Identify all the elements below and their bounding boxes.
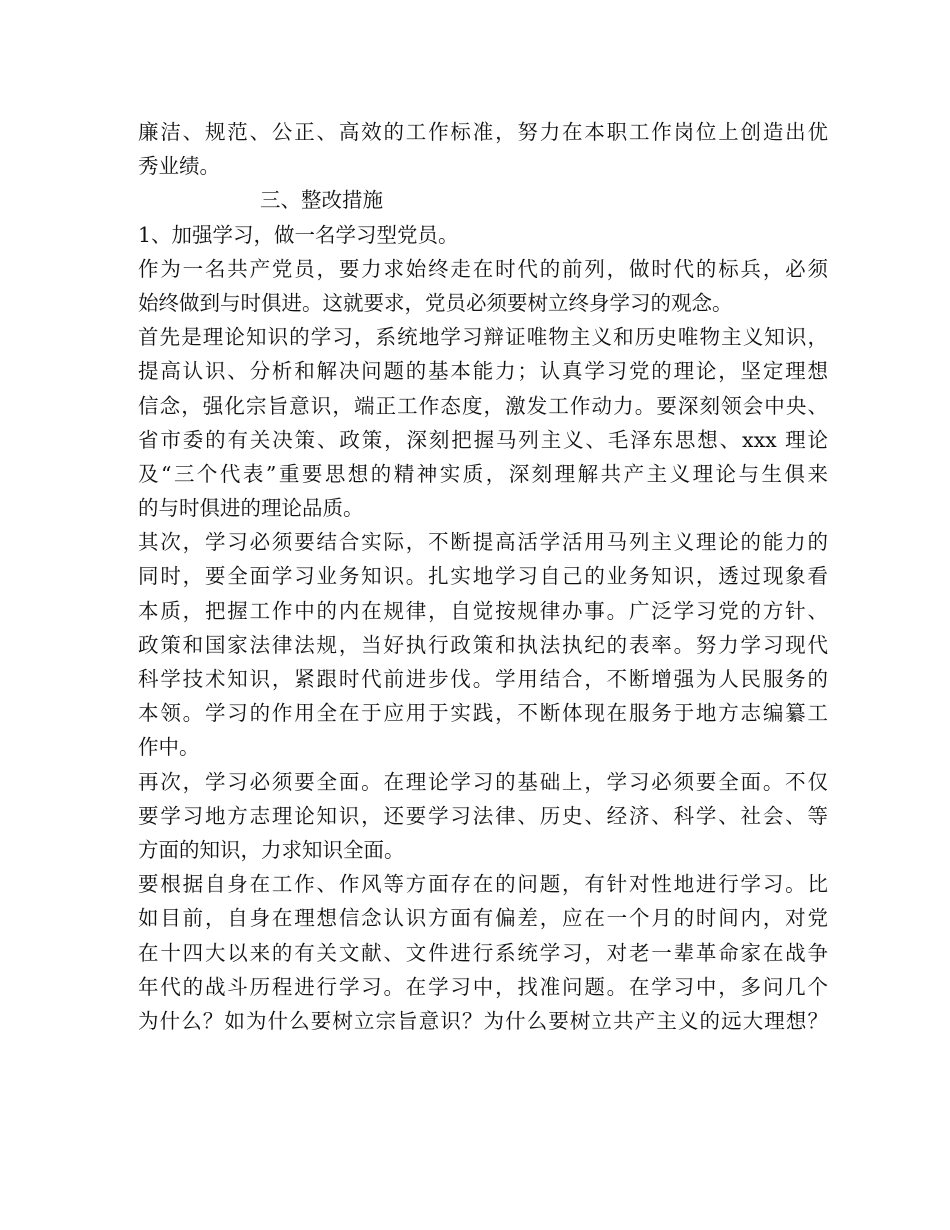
text-line: 年代的战斗历程进行学习。在学习中，找准问题。在学习中，多问几个	[138, 974, 828, 999]
text-line: 其次，学习必须要结合实际，不断提高活学活用马列主义理论的能力的	[138, 530, 828, 555]
text-line: 作为一名共产党员，要力求始终走在时代的前列，做时代的标兵，必须	[138, 256, 828, 281]
subheading-text: 1、加强学习，做一名学习型党员。	[138, 222, 459, 247]
paragraph-theory-study	[138, 320, 828, 525]
text-line: 本质，把握工作中的内在规律，自觉按规律办事。广泛学习党的方针、	[138, 598, 828, 623]
text-line: 如目前，自身在理想信念认识方面有偏差，应在一个月的时间内，对党	[138, 906, 828, 931]
paragraph-intro-continuation	[138, 115, 828, 183]
section-heading	[138, 183, 828, 217]
text-line: 为什么？如为什么要树立宗旨意识？为什么要树立共产主义的远大理想？	[138, 1008, 828, 1033]
text-line: 秀业绩。	[138, 154, 220, 179]
text-line: 信念，强化宗旨意识，端正工作态度，激发工作动力。要深刻领会中央、	[138, 393, 828, 418]
section-heading-text: 三、整改措施	[260, 188, 383, 213]
paragraph-comprehensive-study	[138, 765, 828, 868]
text-line: 及“三个代表”重要思想的精神实质，深刻理解共产主义理论与生俱来	[138, 461, 828, 486]
paragraph-targeted-study	[138, 867, 828, 1038]
text-line: 同时，要全面学习业务知识。扎实地学习自己的业务知识，透过现象看	[138, 564, 828, 589]
text-line: 方面的知识，力求知识全面。	[138, 837, 405, 862]
text-line: 提高认识、分析和解决问题的基本能力；认真学习党的理论，坚定理想	[138, 359, 828, 384]
paragraph-party-member	[138, 252, 828, 320]
text-line: 要根据自身在工作、作风等方面存在的问题，有针对性地进行学习。比	[138, 872, 828, 897]
text-line: 首先是理论知识的学习，系统地学习辩证唯物主义和历史唯物主义知识，	[138, 325, 828, 350]
text-line: 科学技术知识，紧跟时代前进步伐。学用结合，不断增强为人民服务的	[138, 667, 828, 691]
text-line: 本领。学习的作用全在于应用于实践，不断体现在服务于地方志编纂工	[138, 701, 828, 726]
text-line: 的与时俱进的理论品质。	[138, 496, 364, 521]
text-line: 再次，学习必须要全面。在理论学习的基础上，学习必须要全面。不仅	[138, 769, 828, 794]
document-body	[138, 115, 828, 1038]
text-line: 在十四大以来的有关文献、文件进行系统学习，对老一辈革命家在战争	[138, 940, 828, 965]
text-line: 要学习地方志理论知识，还要学习法律、历史、经济、科学、社会、等	[138, 803, 828, 828]
text-line: 作中。	[138, 735, 200, 760]
text-line: 政策和国家法律法规，当好执行政策和执法执纪的表率。努力学习现代	[138, 632, 828, 657]
paragraph-practice-study	[138, 525, 828, 764]
text-line: 省市委的有关决策、政策，深刻把握马列主义、毛泽东思想、xxx 理论	[138, 427, 828, 452]
text-line: 廉洁、规范、公正、高效的工作标准，努力在本职工作岗位上创造出优	[138, 120, 828, 144]
subheading-item-1	[138, 218, 828, 252]
text-line: 始终做到与时俱进。这就要求，党员必须要树立终身学习的观念。	[138, 290, 733, 315]
